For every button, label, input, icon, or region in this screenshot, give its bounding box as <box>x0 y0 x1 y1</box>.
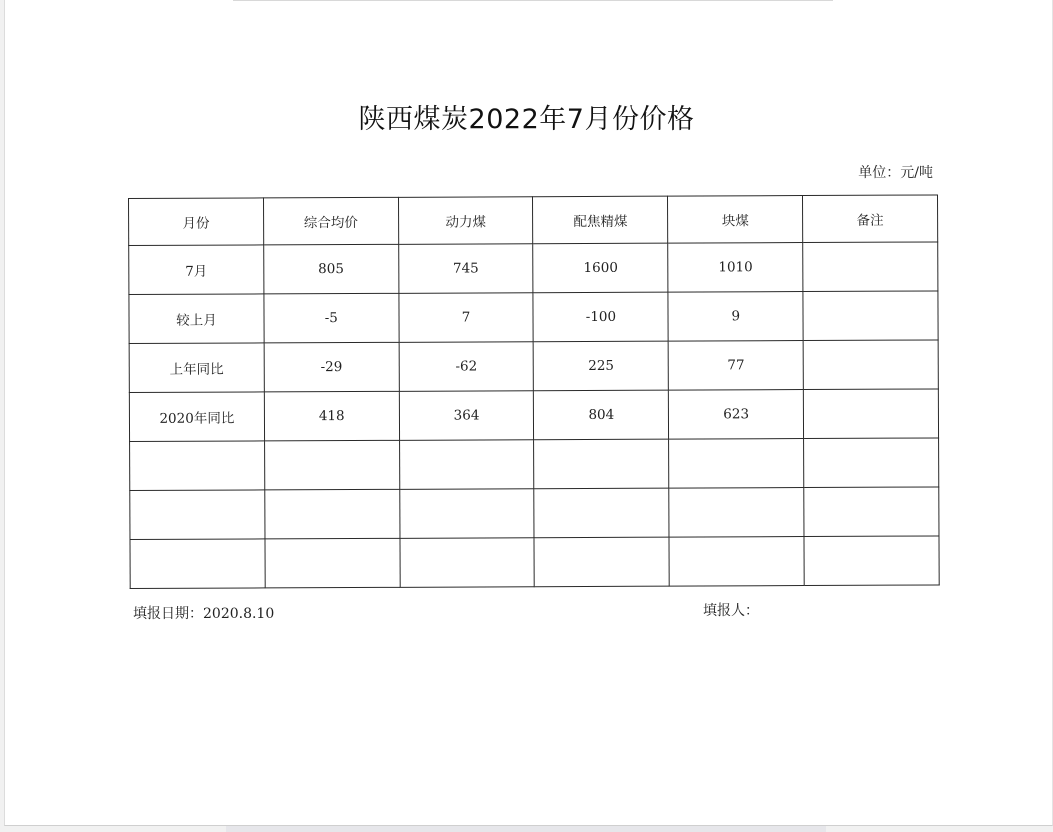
table-row <box>129 389 938 442</box>
reporter-label: 填报人： <box>703 603 759 619</box>
table-row <box>129 340 938 393</box>
table-cell <box>534 537 669 587</box>
table-cell <box>669 537 804 587</box>
header-cell-average: 综合均价 <box>263 197 398 245</box>
table-cell <box>534 439 669 489</box>
price-table <box>128 194 940 589</box>
table-cell: 1600 <box>533 243 668 293</box>
table-cell <box>804 536 939 586</box>
table-cell: 418 <box>264 391 399 441</box>
table-cell <box>803 242 938 292</box>
table-row-empty <box>130 536 939 589</box>
scan-edge-mark <box>233 0 833 1</box>
header-cell-thermal-coal: 动力煤 <box>398 197 533 245</box>
header-cell-lump-coal: 块煤 <box>668 196 803 244</box>
unit-label: 单位：元/吨 <box>858 165 933 181</box>
table-cell <box>803 389 938 439</box>
table-cell: -29 <box>264 342 399 392</box>
table-cell: 623 <box>669 390 804 440</box>
fill-date-label: 填报日期：2020.8.10 <box>133 606 275 622</box>
table-cell: 1010 <box>668 243 803 293</box>
table-cell: 2020年同比 <box>129 392 264 442</box>
table-cell: 77 <box>668 341 803 391</box>
table-row-empty <box>130 438 939 491</box>
table-cell <box>130 441 265 491</box>
table-cell <box>399 489 534 539</box>
table-cell <box>669 439 804 489</box>
header-cell-coking-coal: 配焦精煤 <box>533 196 668 244</box>
table-cell <box>130 490 265 540</box>
table-cell <box>669 488 804 538</box>
table-cell <box>265 538 400 588</box>
table-cell <box>803 340 938 390</box>
table-cell: 7 <box>399 293 534 343</box>
table-cell: 上年同比 <box>129 343 264 393</box>
table-row <box>129 291 938 344</box>
table-cell: 9 <box>668 292 803 342</box>
page-title: 陕西煤炭2022年7月份价格 <box>358 104 695 135</box>
table-cell <box>400 538 535 588</box>
table-header-row <box>129 195 938 246</box>
table-cell <box>399 440 534 490</box>
table-cell: -100 <box>533 292 668 342</box>
table-row-empty <box>130 487 939 540</box>
table-cell: 7月 <box>129 245 264 295</box>
scan-bottom-strip <box>226 826 826 832</box>
table-cell: 225 <box>534 341 669 391</box>
table-cell: 805 <box>264 244 399 294</box>
table-cell: -5 <box>264 293 399 343</box>
table-cell <box>804 487 939 537</box>
table-cell: 804 <box>534 390 669 440</box>
table-cell <box>130 539 265 589</box>
header-cell-remarks: 备注 <box>803 195 938 243</box>
table-cell <box>804 438 939 488</box>
table-cell <box>264 440 399 490</box>
header-cell-month: 月份 <box>129 198 264 246</box>
table-cell: 较上月 <box>129 294 264 344</box>
table-cell: -62 <box>399 342 534 392</box>
table-cell: 745 <box>398 244 533 294</box>
table-cell <box>265 489 400 539</box>
table-row <box>129 242 938 295</box>
table-cell <box>803 291 938 341</box>
table-cell: 364 <box>399 391 534 441</box>
table-cell <box>534 488 669 538</box>
